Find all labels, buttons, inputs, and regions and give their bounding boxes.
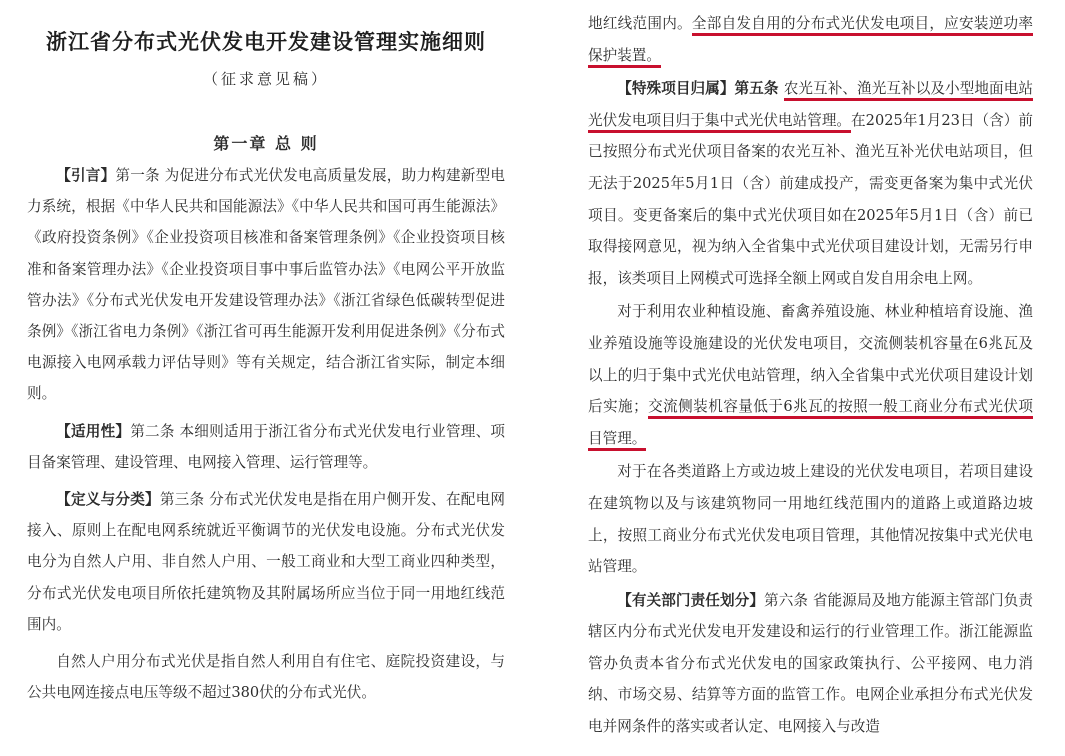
- article-number: 第五条: [734, 80, 784, 98]
- paragraph-text: 自然人户用分布式光伏是指自然人利用自有住宅、庭院投资建设，与公共电网连接点电压等级不超过380伏的分布式光伏。: [27, 653, 505, 702]
- paragraph-text: 对于在各类道路上方或边坡上建设的光伏发电项目，若项目建设在建筑物以及与该建筑物同一用地红线范围内的道路上或道路边坡上，按照工商业分布式光伏发电项目管理，其他情况按集中式光伏电站管理。: [588, 463, 1033, 576]
- paragraph-text: 对于利用农业种植设施、畜禽养殖设施、林业种植培育设施、渔业养殖设施等设施建设的光伏发电项目，交流侧装机容量在6兆瓦及以上的归于集中式光伏电站管理，纳入全省集中式光伏项目建设计划后实施；: [588, 303, 1033, 416]
- left-page: [27, 0, 505, 708]
- paragraph-text: 地红线范围内。: [588, 15, 692, 32]
- paragraph-natural-person: [27, 646, 505, 708]
- right-page: [588, 0, 1033, 743]
- chapter-heading: 第一章 总 则: [213, 134, 319, 153]
- section-tag: 【特殊项目归属】: [617, 80, 735, 98]
- section-tag: 【定义与分类】: [56, 491, 160, 509]
- document-title: 浙江省分布式光伏发电开发建设管理实施细则: [46, 30, 486, 54]
- section-tag: 【有关部门责任划分】: [617, 591, 765, 609]
- paragraph-roads: [588, 456, 1033, 582]
- paragraph-article-5: [588, 73, 1033, 294]
- paragraph-article-1: [27, 160, 505, 410]
- paragraph-text: 在2025年1月23日（含）前已按照分布式光伏项目备案的农光互补、渔光互补光伏电站项目，但无法于2025年5月1日（含）前建成投产，需变更备案为集中式光伏项目。变更备案后的集中式光伏项目如在2025年5月1日（含）前已取得接网意见，视为纳入全省集中式光伏项目建设计划，无需另行申报，该类项目上网模式可选择全额上网或自发自用余电上网。: [588, 111, 1033, 287]
- highlighted-text: 农光互补、渔光互补以及小型地面电站光伏发电项目归于集中式光伏电站管理。: [588, 80, 1033, 133]
- paragraph-text: 第一条 为促进分布式光伏发电高质量发展，助力构建新型电力系统，根据《中华人民共和国能源法》《中华人民共和国可再生能源法》《政府投资条例》《企业投资项目核准和备案管理条例》《企业投资项目核准和备案管理办法》《企业投资项目事中事后监管办法》《电网公平开放监管办法》《分布式光伏发电开发建设管理办法》《浙江省绿色低碳转型促进条例》《浙江省电力条例》《浙江省可再生能源开发利用促进条例》《分布式电源接入电网承载力评估导则》等有关规定，结合浙江省实际，制定本细则。: [27, 167, 505, 403]
- paragraph-agri-facilities: [588, 296, 1033, 454]
- paragraph-article-6: [588, 585, 1033, 743]
- paragraph-text: 第六条 省能源局及地方能源主管部门负责辖区内分布式光伏发电开发建设和运行的行业管理工作。浙江能源监管办负责本省分布式光伏发电的国家政策执行、公平接网、电力消纳、市场交易、结算等方面的监管工作。电网企业承担分布式光伏发电并网条件的落实或者认定、电网接入与改造: [588, 591, 1033, 736]
- highlighted-text: 全部自发自用的分布式光伏发电项目，应安装逆功率保护装置。: [588, 15, 1033, 68]
- paragraph-text: 第三条 分布式光伏发电是指在用户侧开发、在配电网接入、原则上在配电网系统就近平衡调节的光伏发电设施。分布式光伏发电分为自然人户用、非自然人户用、一般工商业和大型工商业四种类型，分布式光伏发电项目所依托建筑物及其附属场所应当位于同一用地红线范围内。: [27, 491, 505, 633]
- paragraph-continued: [588, 8, 1033, 71]
- section-tag: 【引言】: [56, 167, 116, 184]
- paragraph-article-3: [27, 484, 505, 640]
- document-subtitle: （征求意见稿）: [202, 70, 329, 88]
- paragraph-article-2: [27, 416, 505, 478]
- paragraph-text: 第二条 本细则适用于浙江省分布式光伏发电行业管理、项目备案管理、建设管理、电网接入管理、运行管理等。: [27, 422, 505, 471]
- section-tag: 【适用性】: [56, 422, 131, 440]
- highlighted-text: 交流侧装机容量低于6兆瓦的按照一般工商业分布式光伏项目管理。: [588, 398, 1033, 451]
